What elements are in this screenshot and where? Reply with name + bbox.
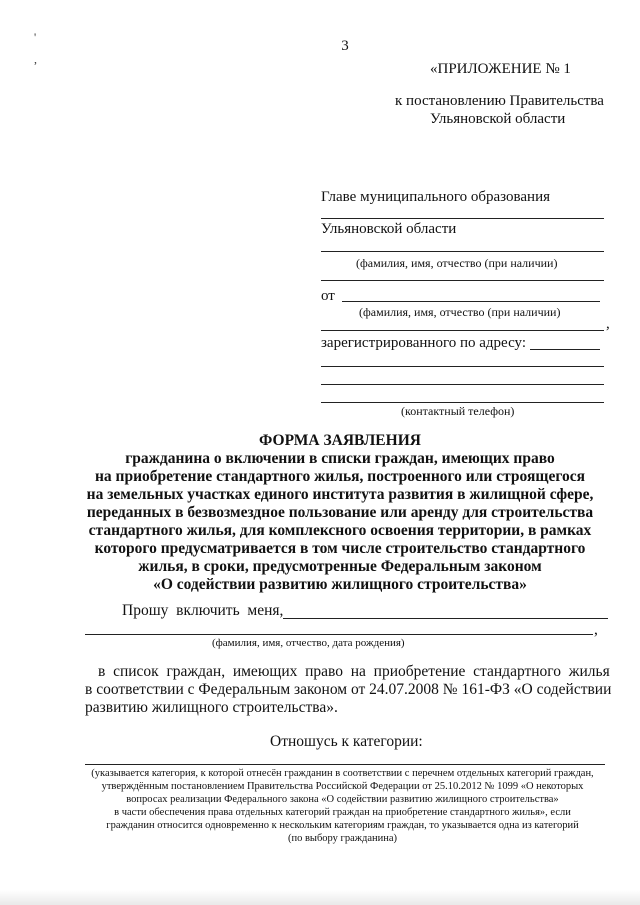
request-fill-line-2 (85, 634, 593, 635)
addressee-fio-caption: (фамилия, имя, отчество (при наличии) (356, 256, 558, 270)
request-paragraph-line1: в список граждан, имеющих право на приобретение стандартного жилья (98, 663, 610, 680)
phone-caption: (контактный телефон) (401, 404, 515, 418)
addressee-fill-line-3 (321, 280, 604, 281)
from-comma: , (606, 316, 610, 332)
appendix-reference-line2: Ульяновской области (430, 111, 566, 127)
category-note-line: в части обеспечения права отдельных категорий граждан на приобретение стандартного жилья», если (114, 807, 571, 818)
registered-label: зарегистрированного по адресу: (321, 335, 526, 351)
scan-bottom-shadow (0, 890, 640, 905)
addressee-fill-line-2 (321, 251, 604, 252)
form-subtitle-line: стандартного жилья, для комплексного освоения территории, в рамках (88, 522, 592, 539)
from-fill-line-2 (321, 330, 604, 331)
category-label: Отношусь к категории: (270, 733, 423, 750)
category-note-line: (по выбору гражданина) (287, 833, 398, 844)
page-number: 3 (341, 38, 349, 54)
form-subtitle-line: жилья, в сроки, предусмотренные Федеральным законом (138, 558, 542, 575)
request-paragraph-line3: развитию жилищного строительства». (85, 699, 338, 716)
from-fill-line (342, 301, 600, 302)
form-subtitle-line: на земельных участках единого института развития в жилищной сфере, (86, 486, 594, 503)
request-comma: , (594, 621, 598, 638)
addressee-fill-line-1 (321, 218, 604, 219)
phone-fill-line (321, 402, 604, 403)
request-fill-line-1 (283, 618, 608, 619)
form-title: ФОРМА ЗАЯВЛЕНИЯ (259, 432, 421, 449)
address-fill-line-2 (321, 366, 604, 367)
request-paragraph-line2: в соответствии с Федеральным законом от 24.07.2008 № 161-ФЗ «О содействии (85, 681, 612, 698)
form-subtitle-line: переданных в безвозмездное пользование или аренду для строительства (86, 504, 594, 521)
from-label: от (321, 288, 335, 304)
category-note-line: (указывается категория, к которой отнесён гражданин в соответствии с перечнем отдельных категорий граждан, (91, 768, 594, 779)
from-fio-caption: (фамилия, имя, отчество (при наличии) (359, 305, 561, 319)
category-note-line: гражданин относится одновременно к нескольким категориям граждан, то указывается одна из категорий (106, 820, 579, 831)
form-subtitle-line: «О содействии развитию жилищного строительства» (153, 576, 527, 593)
request-fio-caption: (фамилия, имя, отчество, дата рождения) (212, 637, 405, 649)
addressee-line1: Главе муниципального образования (321, 189, 551, 205)
appendix-reference-line1: к постановлению Правительства (395, 93, 604, 109)
form-subtitle-line: которого предусматривается в том числе строительство стандартного (94, 540, 586, 557)
form-subtitle-line: гражданина о включении в списки граждан, имеющих право (125, 450, 555, 467)
form-subtitle-line: на приобретение стандартного жилья, построенного или строящегося (95, 468, 585, 485)
request-label: Прошу включить меня, (122, 602, 284, 619)
address-fill-line-1 (530, 349, 600, 350)
scan-mark-bottom: , (34, 52, 37, 66)
scan-mark-top: ' (34, 30, 37, 44)
category-fill-line (85, 764, 605, 765)
category-note-line: утверждённым постановлением Правительства Российской Федерации от 25.10.2012 № 1099 «О некоторых (101, 781, 584, 792)
address-fill-line-3 (321, 384, 604, 385)
appendix-title: «ПРИЛОЖЕНИЕ № 1 (430, 61, 571, 77)
addressee-line2: Ульяновской области (321, 221, 457, 237)
category-note-line: вопросах реализации Федерального закона «О содействии развитию жилищного строительства» (126, 794, 559, 805)
